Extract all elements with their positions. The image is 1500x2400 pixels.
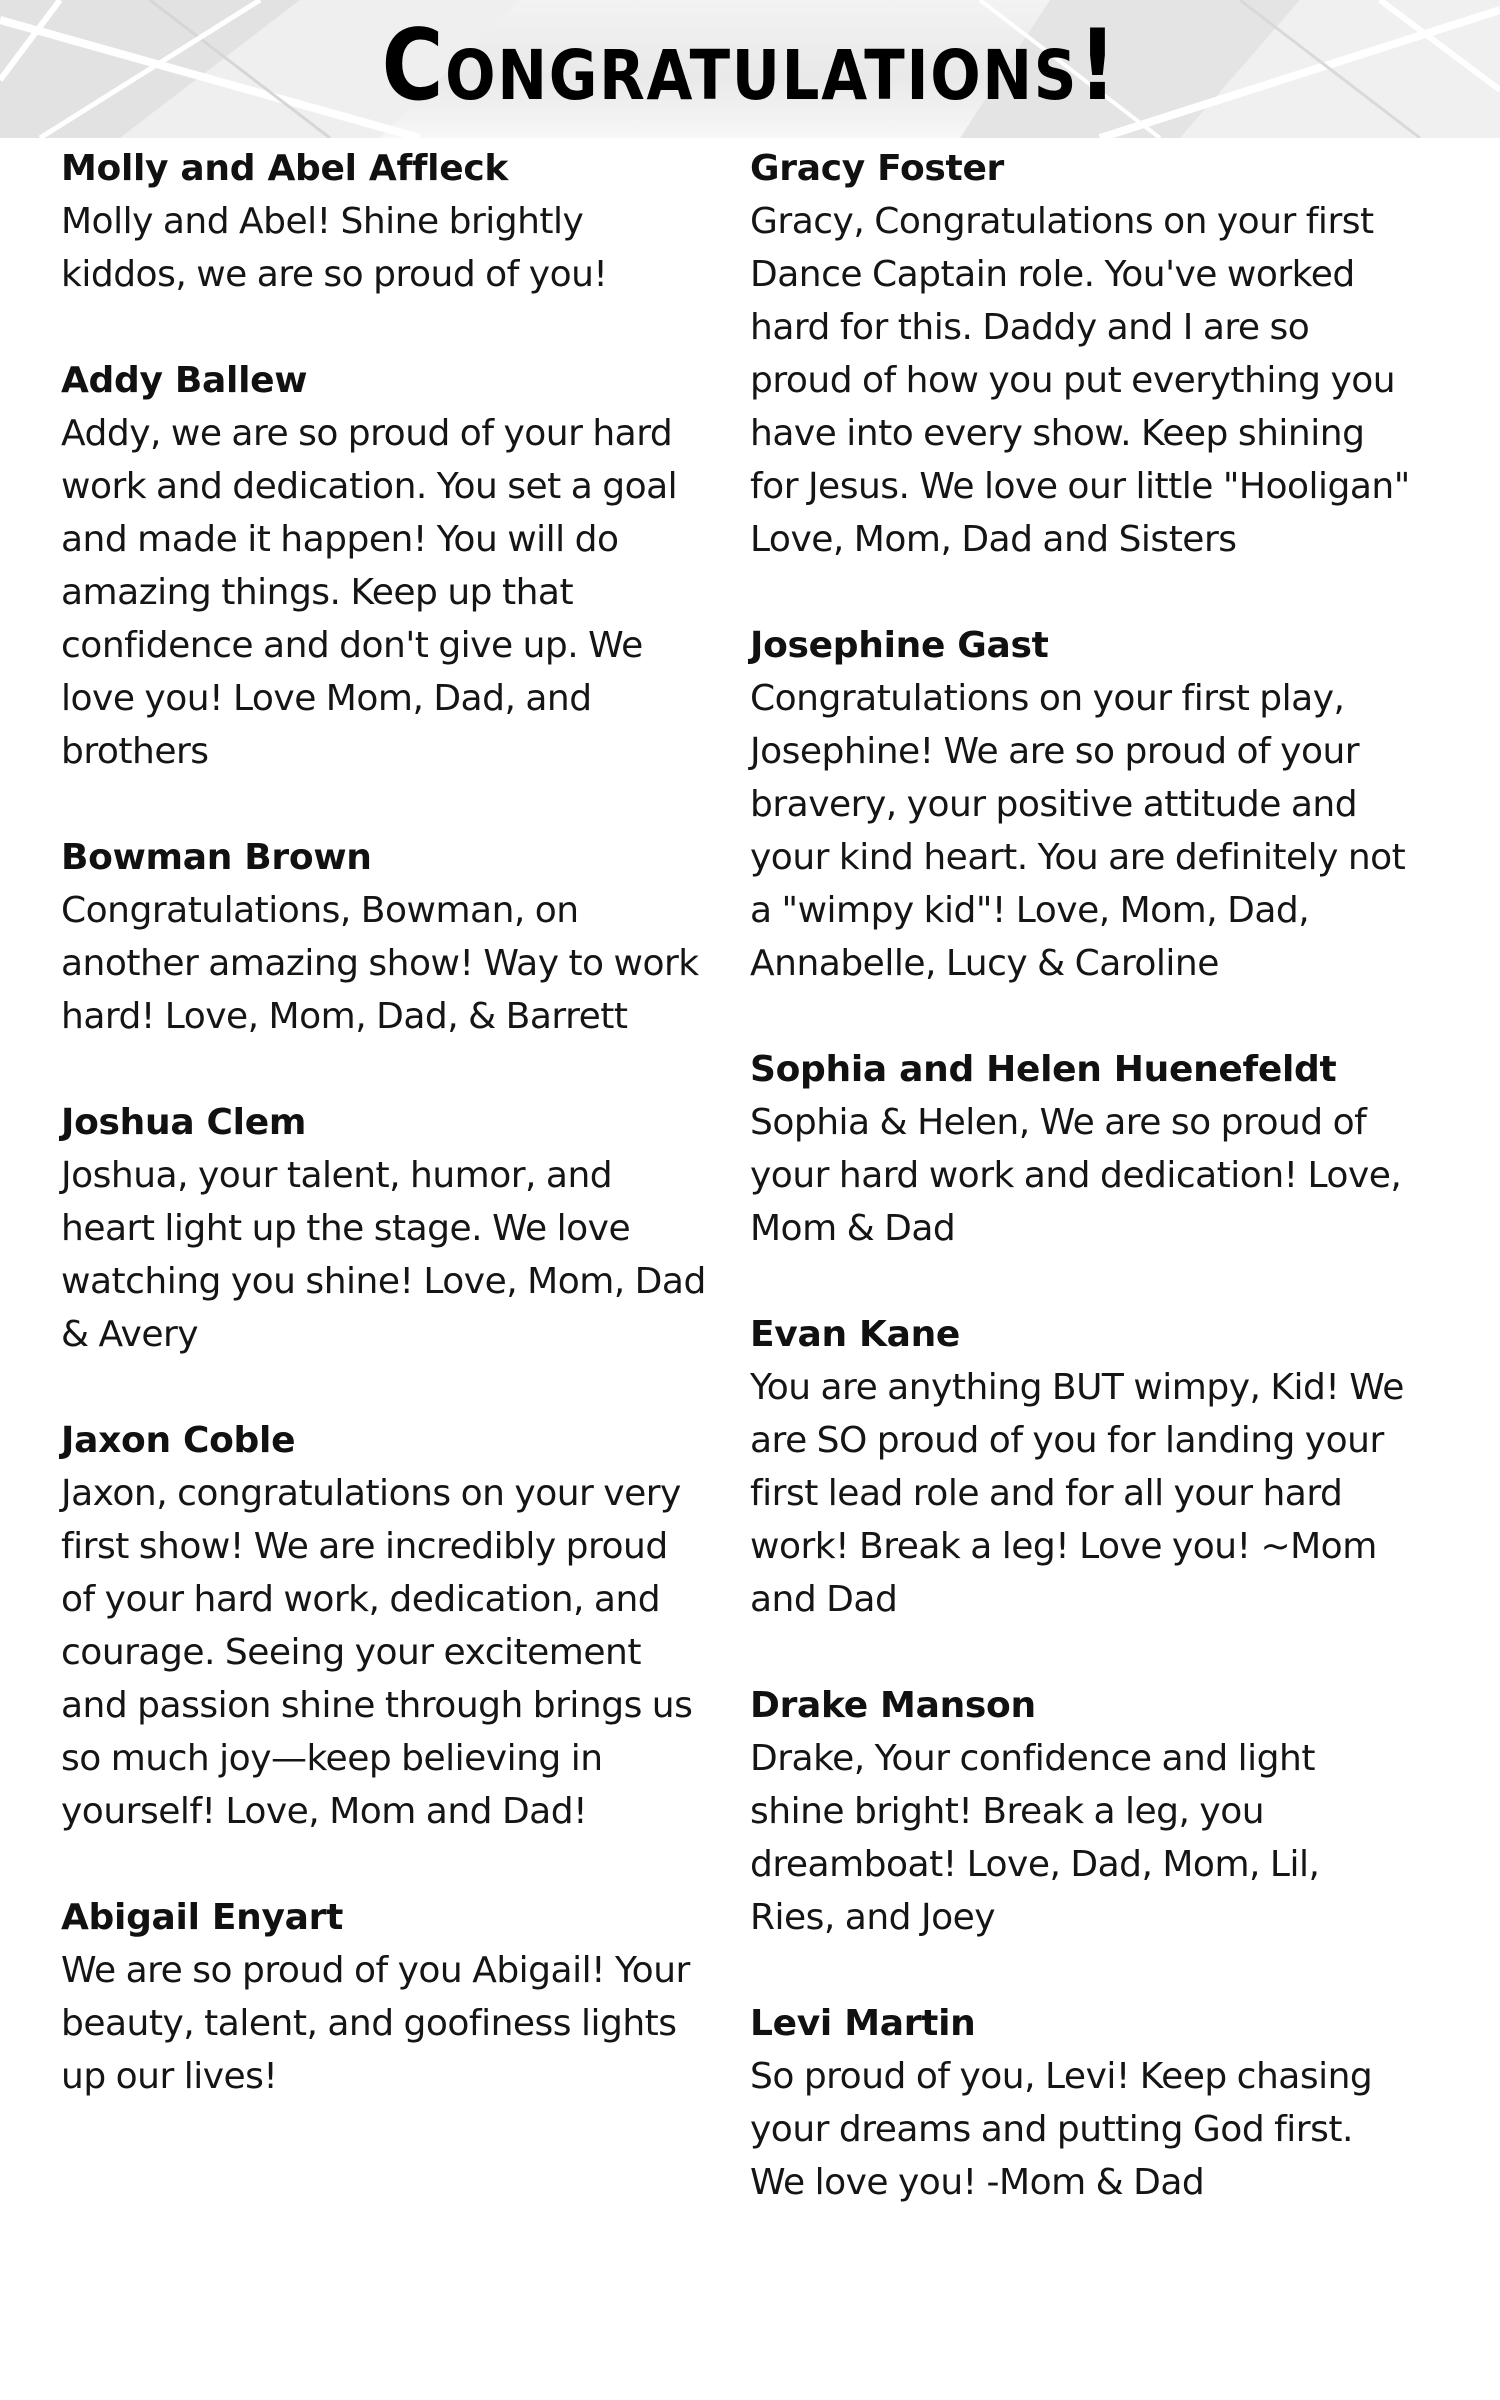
message-entry [750, 1997, 1410, 2209]
message-text: Molly and Abel! Shine brightly kiddos, we are so proud of you! [61, 201, 608, 295]
left-column [61, 142, 711, 2156]
recipient-name: Addy Ballew [61, 360, 308, 401]
recipient-name: Bowman Brown [61, 837, 372, 878]
recipient-name: Molly and Abel Affleck [61, 148, 509, 189]
header-banner [0, 0, 1500, 138]
message-text: Addy, we are so proud of your hard work and dedication. You set a goal and made it happen! You will do amazing things. Keep up that confidence and don't give up. We love you! Love Mom, Dad, and brothers [61, 413, 678, 772]
message-entry [750, 1308, 1410, 1626]
recipient-name: Joshua Clem [61, 1102, 307, 1143]
message-text: Joshua, your talent, humor, and heart light up the stage. We love watching you shine! Love, Mom, Dad & Avery [61, 1155, 706, 1355]
message-entry [61, 1891, 711, 2103]
recipient-name: Josephine Gast [750, 625, 1049, 666]
message-text: Sophia & Helen, We are so proud of your hard work and dedication! Love, Mom & Dad [750, 1102, 1402, 1249]
recipient-name: Evan Kane [750, 1314, 961, 1355]
recipient-name: Drake Manson [750, 1685, 1036, 1726]
message-entry [750, 1679, 1410, 1944]
message-text: Gracy, Congratulations on your first Dance Captain role. You've worked hard for this. Daddy and I are so proud of how you put everything you have into every show. Keep shining for Jesus. We love our little "Hooligan" Love, Mom, Dad and Sisters [750, 201, 1410, 560]
message-entry [61, 354, 711, 778]
message-entry [750, 619, 1410, 990]
message-text: Drake, Your confidence and light shine bright! Break a leg, you dreamboat! Love, Dad, Mom, Lil, Ries, and Joey [750, 1738, 1320, 1938]
message-text: We are so proud of you Abigail! Your beauty, talent, and goofiness lights up our lives! [61, 1950, 690, 2097]
recipient-name: Levi Martin [750, 2003, 976, 2044]
message-entry [61, 1096, 711, 1361]
message-text: You are anything BUT wimpy, Kid! We are SO proud of you for landing your first lead role and for all your hard work! Break a leg! Love you! ~Mom and Dad [750, 1367, 1404, 1620]
recipient-name: Gracy Foster [750, 148, 1005, 189]
message-entry [61, 1414, 711, 1838]
page-title: Congratulations! [381, 9, 1119, 123]
message-entry [61, 142, 711, 301]
message-text: Congratulations on your first play, Josephine! We are so proud of your bravery, your positive attitude and your kind heart. You are definitely not a "wimpy kid"! Love, Mom, Dad, Annabelle, Lucy & Caroline [750, 678, 1406, 984]
recipient-name: Sophia and Helen Huenefeldt [750, 1049, 1337, 1090]
message-entry [750, 142, 1410, 566]
message-text: Jaxon, congratulations on your very first show! We are incredibly proud of your hard work, dedication, and courage. Seeing your excitement and passion shine through brings us so much joy—keep believing in yourself! Love, Mom and Dad! [61, 1473, 693, 1832]
message-text: So proud of you, Levi! Keep chasing your dreams and putting God first. We love you! -Mom & Dad [750, 2056, 1373, 2203]
recipient-name: Jaxon Coble [61, 1420, 296, 1461]
recipient-name: Abigail Enyart [61, 1897, 343, 1938]
right-column [750, 142, 1410, 2262]
message-entry [750, 1043, 1410, 1255]
message-text: Congratulations, Bowman, on another amazing show! Way to work hard! Love, Mom, Dad, & Barrett [61, 890, 699, 1037]
message-entry [61, 831, 711, 1043]
